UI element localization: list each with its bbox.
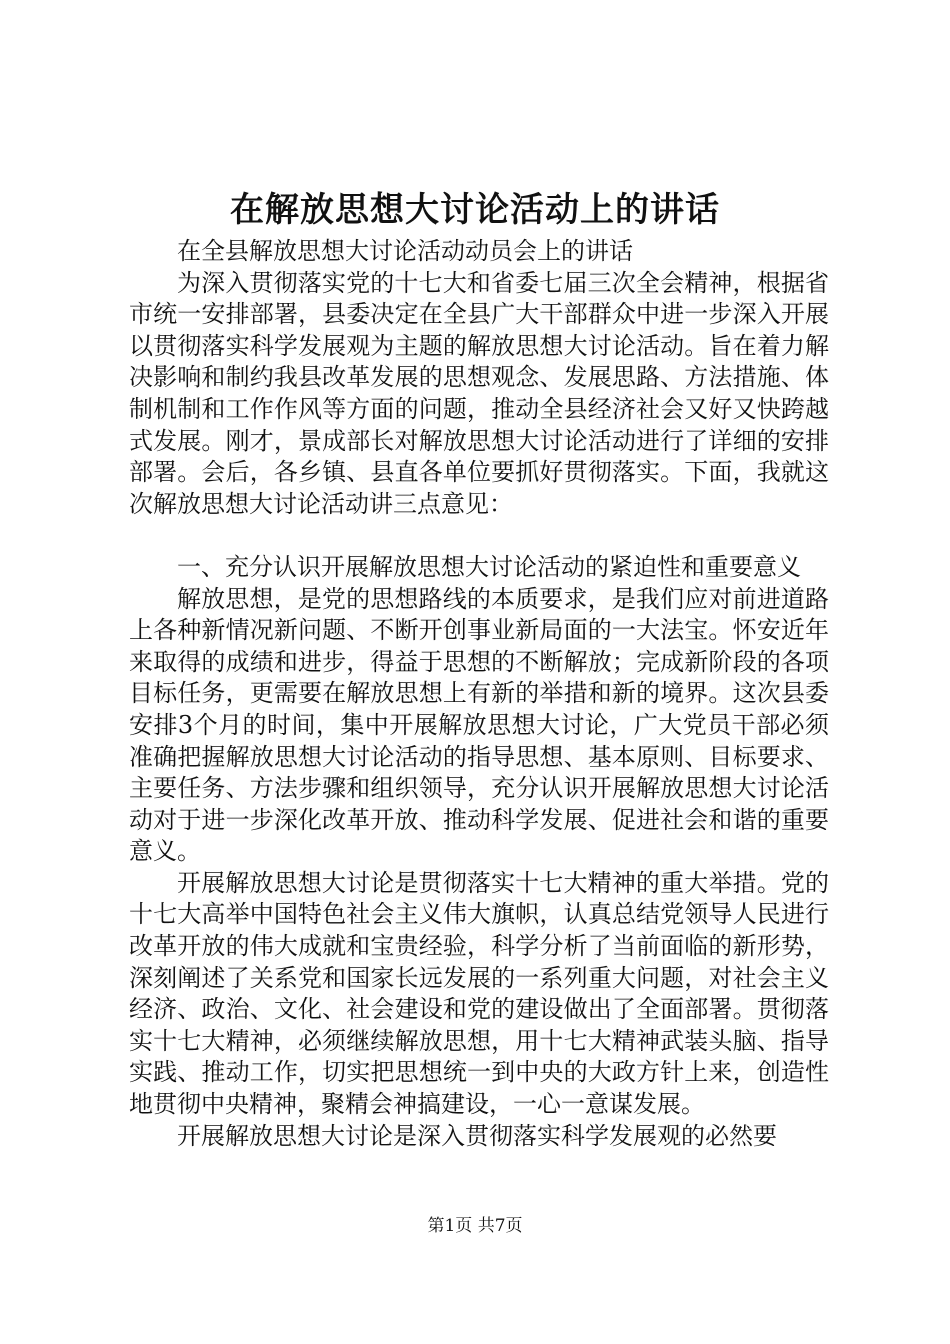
body-paragraph: 解放思想，是党的思想路线的本质要求，是我们应对前进道路上各种新情况新问题、不断开创事业新局面的一大法宝。怀安近年来取得的成绩和进步，得益于思想的不断解放；完成新阶段的各项目标任务，更需要在解放思想上有新的举措和新的境界。这次县委安排3个月的时间，集中开展解放思想大讨论，广大党员干部必须准确把握解放思想大讨论活动的指导思想、基本原则、目标要求、主要任务、方法步骤和组织领导，充分认识开展解放思想大讨论活动对于进一步深化改革开放、推动科学发展、促进社会和谐的重要意义。 xyxy=(129,584,829,866)
section-heading: 一、充分认识开展解放思想大讨论活动的紧迫性和重要意义 xyxy=(177,552,801,581)
document-body xyxy=(129,236,829,1152)
document-title: 在解放思想大讨论活动上的讲话 xyxy=(230,190,720,230)
subtitle-paragraph: 在全县解放思想大讨论活动动员会上的讲话 xyxy=(177,237,633,265)
body-paragraph: 开展解放思想大讨论是深入贯彻落实科学发展观的必然要 xyxy=(177,1121,777,1150)
intro-paragraph: 为深入贯彻落实党的十七大和省委七届三次全会精神，根据省市统一安排部署，县委决定在全县广大干部群众中进一步深入开展以贯彻落实科学发展观为主题的解放思想大讨论活动。旨在着力解决影响和制约我县改革发展的思想观念、发展思路、方法措施、体制机制和工作作风等方面的问题，推动全县经济社会又好又快跨越式发展。刚才，景成部长对解放思想大讨论活动进行了详细的安排部署。会后，各乡镇、县直各单位要抓好贯彻落实。下面，我就这次解放思想大讨论活动讲三点意见： xyxy=(129,268,829,518)
body-paragraph: 开展解放思想大讨论是贯彻落实十七大精神的重大举措。党的十七大高举中国特色社会主义伟大旗帜，认真总结党领导人民进行改革开放的伟大成就和宝贵经验，科学分析了当前面临的新形势，深刻阐述了关系党和国家长远发展的一系列重大问题，对社会主义经济、政治、文化、社会建设和党的建设做出了全面部署。贯彻落实十七大精神，必须继续解放思想，用十七大精神武装头脑、指导实践、推动工作，切实把思想统一到中央的大政方针上来，创造性地贯彻中央精神，聚精会神搞建设，一心一意谋发展。 xyxy=(129,868,829,1119)
page-footer: 第1页 共7页 xyxy=(427,1216,523,1236)
